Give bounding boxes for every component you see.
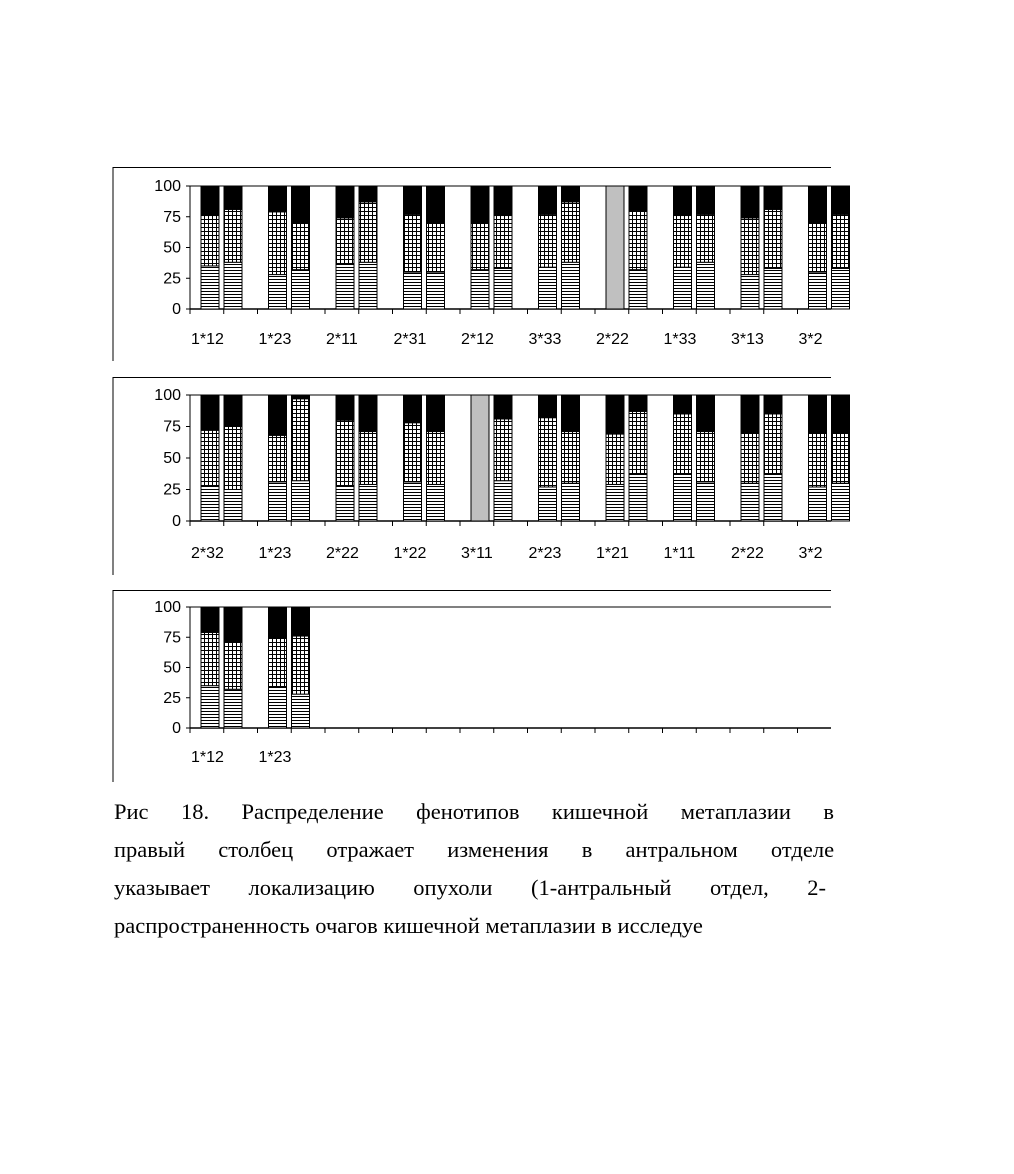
- caption-line-1: [114, 793, 834, 831]
- x-category-label: 3*11: [461, 545, 493, 562]
- y-tick-label: 25: [163, 689, 181, 707]
- caption-line-2: [114, 831, 834, 869]
- bar-segment-striped: [809, 487, 827, 521]
- bar-segment-striped: [539, 487, 557, 521]
- bar-segment-striped: [764, 474, 782, 521]
- bar-segment-black: [336, 395, 354, 420]
- chart-svg-3: [112, 590, 831, 782]
- bar-segment-black: [629, 395, 647, 411]
- bar-segment-black: [741, 395, 759, 433]
- caption-word: отделе: [770, 837, 835, 862]
- x-category-label: 2*22: [326, 545, 359, 562]
- bar-segment-black: [292, 186, 310, 223]
- bar-segment-grid: [224, 427, 242, 490]
- bar-segment-black: [764, 395, 782, 414]
- bar-segment-striped: [494, 481, 512, 521]
- bar-segment-black: [292, 395, 310, 399]
- x-category-label: 3*2: [798, 331, 823, 348]
- caption-word: кишечной: [551, 799, 649, 824]
- bar-segment-striped: [471, 270, 489, 309]
- bar-segment-black: [404, 395, 422, 423]
- bar-segment-striped: [674, 267, 692, 309]
- bar-segment-black: [494, 186, 512, 216]
- figure-caption: [114, 793, 1014, 945]
- y-tick-label: 25: [163, 481, 181, 499]
- x-category-label: 1*12: [191, 749, 224, 766]
- bar-segment-grid: [224, 642, 242, 689]
- bar-segment-grid: [562, 202, 580, 262]
- bar-segment-striped: [359, 484, 377, 521]
- x-category-label: 3*33: [528, 331, 562, 348]
- caption-word: в: [823, 799, 834, 824]
- bar-segment-black: [562, 186, 580, 202]
- caption-word: правый: [114, 837, 186, 862]
- x-category-label: 1*23: [258, 331, 292, 348]
- bar-segment-striped: [269, 482, 287, 521]
- bar-segment-grid: [494, 216, 512, 269]
- x-category-label: 2*12: [461, 331, 494, 348]
- bar-segment-grid: [404, 423, 422, 482]
- caption-word: изменения: [447, 837, 549, 862]
- bar-segment-striped: [201, 266, 219, 309]
- caption-word: локализацию: [248, 875, 375, 900]
- y-tick-label: 0: [172, 513, 181, 530]
- caption-line-3: [114, 869, 826, 907]
- caption-word: отражает: [326, 837, 415, 862]
- bar-segment-grid: [269, 212, 287, 275]
- bar-segment-grid: [359, 202, 377, 262]
- caption-word: опухоли: [413, 875, 493, 900]
- bar-segment-grid: [427, 432, 445, 485]
- y-tick-label: 0: [172, 301, 181, 318]
- bar-segment-grid: [494, 419, 512, 481]
- bar-segment-striped: [741, 483, 759, 521]
- bar-segment-striped: [494, 268, 512, 309]
- x-category-label: 1*33: [663, 331, 697, 348]
- x-category-label: 1*23: [258, 545, 292, 562]
- y-tick-label: 50: [163, 450, 181, 467]
- y-tick-label: 25: [163, 270, 181, 288]
- bar-segment-grid: [201, 430, 219, 485]
- x-category-label: 1*22: [393, 545, 427, 562]
- x-category-label: 2*22: [731, 545, 764, 562]
- caption-word: 18.: [180, 799, 210, 824]
- bar-segment-striped: [224, 490, 242, 522]
- chart-svg-1: [112, 167, 831, 361]
- bar-segment-striped: [359, 262, 377, 309]
- bar-segment-grid: [764, 414, 782, 474]
- bar-segment-grid: [764, 209, 782, 268]
- y-tick-label: 0: [172, 720, 181, 737]
- bar-segment-striped: [629, 270, 647, 309]
- bar-segment-grid: [404, 214, 422, 272]
- bar-segment-striped: [404, 482, 422, 521]
- bar-segment-black: [292, 607, 310, 636]
- x-category-label: 1*11: [663, 545, 696, 562]
- bar-segment-black: [201, 186, 219, 216]
- bar-segment-black: [427, 186, 445, 223]
- bar-segment-black: [269, 607, 287, 638]
- bar-segment-striped: [224, 262, 242, 309]
- bar-segment-black: [629, 186, 647, 211]
- bar-segment-black: [336, 186, 354, 218]
- y-tick-label: 100: [154, 599, 181, 616]
- bar-segment-black: [471, 186, 489, 223]
- bar-gray: [606, 186, 624, 309]
- bar-segment-grid: [427, 223, 445, 272]
- bar-segment-grid: [809, 223, 827, 272]
- bar-segment-grid: [674, 216, 692, 268]
- bar-segment-black: [606, 395, 624, 434]
- bar-segment-black: [539, 186, 557, 214]
- bar-segment-black: [809, 186, 827, 223]
- y-tick-label: 100: [154, 178, 181, 195]
- bar-segment-black: [674, 186, 692, 216]
- y-tick-label: 75: [163, 208, 181, 226]
- bar-segment-grid: [629, 211, 647, 270]
- bar-segment-grid: [292, 636, 310, 694]
- bar-segment-striped: [269, 275, 287, 309]
- chart-panel-3: [112, 590, 831, 782]
- bar-segment-grid: [629, 411, 647, 474]
- bar-segment-grid: [562, 432, 580, 484]
- bar-segment-black: [832, 395, 850, 433]
- caption-word: отдел,: [710, 875, 769, 900]
- bar-segment-striped: [697, 482, 715, 521]
- caption-word: метаплазии: [680, 799, 791, 824]
- bar-segment-striped: [562, 483, 580, 521]
- x-category-label: 1*12: [191, 331, 224, 348]
- caption-word: столбец: [218, 837, 294, 862]
- bar-segment-grid: [269, 435, 287, 482]
- bar-segment-grid: [832, 214, 850, 268]
- bar-segment-grid: [539, 214, 557, 267]
- bar-segment-striped: [741, 275, 759, 309]
- caption-line-4: [114, 907, 1014, 945]
- bar-segment-grid: [832, 433, 850, 483]
- bar-segment-black: [224, 607, 242, 642]
- caption-word: распространенность очагов кишечной метаплазии в исследуе: [114, 913, 703, 938]
- caption-word: антральном: [625, 837, 738, 862]
- bar-segment-grid: [741, 433, 759, 483]
- bar-segment-grid: [292, 399, 310, 481]
- bar-segment-grid: [201, 632, 219, 685]
- y-tick-label: 75: [163, 418, 181, 436]
- bar-segment-grid: [201, 216, 219, 266]
- y-tick-label: 50: [163, 659, 181, 677]
- y-tick-label: 100: [154, 387, 181, 404]
- bar-segment-grid: [359, 432, 377, 485]
- bar-segment-striped: [562, 262, 580, 309]
- bar-segment-striped: [224, 689, 242, 728]
- bar-segment-grid: [697, 214, 715, 262]
- caption-word: Распределение: [241, 799, 384, 824]
- bar-segment-striped: [697, 262, 715, 309]
- bar-segment-striped: [292, 270, 310, 309]
- bar-segment-grid: [674, 414, 692, 474]
- bar-segment-striped: [292, 481, 310, 521]
- bar-segment-black: [224, 186, 242, 209]
- chart-panel-1: [112, 167, 831, 361]
- x-category-label: 2*23: [528, 545, 562, 562]
- bar-segment-striped: [336, 263, 354, 309]
- y-tick-label: 75: [163, 629, 181, 647]
- bar-segment-black: [427, 395, 445, 432]
- x-category-label: 1*23: [258, 749, 292, 766]
- x-category-label: 3*2: [798, 545, 823, 562]
- bar-segment-grid: [809, 433, 827, 487]
- bar-segment-striped: [427, 484, 445, 521]
- bar-segment-black: [741, 186, 759, 218]
- bar-segment-striped: [539, 267, 557, 309]
- bar-segment-striped: [201, 486, 219, 521]
- bar-segment-grid: [471, 223, 489, 270]
- x-category-label: 2*22: [596, 331, 629, 348]
- bar-segment-grid: [606, 434, 624, 484]
- caption-word: Рис: [114, 799, 149, 824]
- chart-svg-2: [112, 377, 831, 575]
- bar-segment-black: [832, 186, 850, 214]
- bar-segment-striped: [427, 272, 445, 309]
- x-category-label: 3*13: [731, 331, 764, 348]
- caption-word: в: [581, 837, 593, 862]
- bar-segment-striped: [832, 268, 850, 309]
- bar-segment-striped: [336, 486, 354, 521]
- bar-segment-black: [562, 395, 580, 432]
- bar-segment-grid: [269, 638, 287, 686]
- bar-segment-striped: [809, 272, 827, 309]
- bar-segment-black: [764, 186, 782, 209]
- bar-segment-grid: [336, 218, 354, 264]
- bar-segment-grid: [336, 420, 354, 486]
- bar-segment-black: [201, 395, 219, 430]
- bar-segment-striped: [404, 272, 422, 309]
- bar-segment-striped: [832, 483, 850, 521]
- bar-segment-black: [359, 395, 377, 432]
- bar-segment-grid: [697, 432, 715, 482]
- caption-word: указывает: [114, 875, 210, 900]
- x-category-label: 2*31: [393, 331, 427, 348]
- bar-segment-black: [697, 395, 715, 432]
- x-category-label: 1*21: [596, 545, 629, 562]
- bar-segment-black: [269, 186, 287, 212]
- bar-segment-black: [674, 395, 692, 414]
- bar-segment-black: [697, 186, 715, 214]
- x-category-label: 2*11: [326, 331, 358, 348]
- bar-segment-grid: [741, 218, 759, 275]
- bar-segment-black: [539, 395, 557, 418]
- bar-segment-grid: [539, 418, 557, 487]
- bar-segment-black: [224, 395, 242, 427]
- bar-segment-grid: [292, 223, 310, 270]
- bar-segment-striped: [674, 474, 692, 521]
- bar-segment-striped: [201, 686, 219, 728]
- bar-segment-striped: [764, 268, 782, 309]
- bar-segment-black: [359, 186, 377, 202]
- bar-segment-black: [269, 395, 287, 435]
- bar-segment-black: [404, 186, 422, 214]
- bar-segment-black: [201, 607, 219, 632]
- bar-segment-striped: [606, 484, 624, 521]
- x-category-label: 2*32: [191, 545, 224, 562]
- chart-panel-2: [112, 377, 831, 575]
- caption-word: фенотипов: [416, 799, 520, 824]
- bar-segment-black: [494, 395, 512, 419]
- bar-segment-striped: [269, 687, 287, 728]
- bar-segment-black: [809, 395, 827, 433]
- y-tick-label: 50: [163, 239, 181, 257]
- bar-segment-striped: [629, 474, 647, 521]
- bar-gray: [471, 395, 489, 521]
- caption-word: (1-антральный: [530, 875, 672, 900]
- caption-word: 2-: [807, 875, 827, 900]
- bar-segment-striped: [292, 694, 310, 728]
- bar-segment-grid: [224, 209, 242, 262]
